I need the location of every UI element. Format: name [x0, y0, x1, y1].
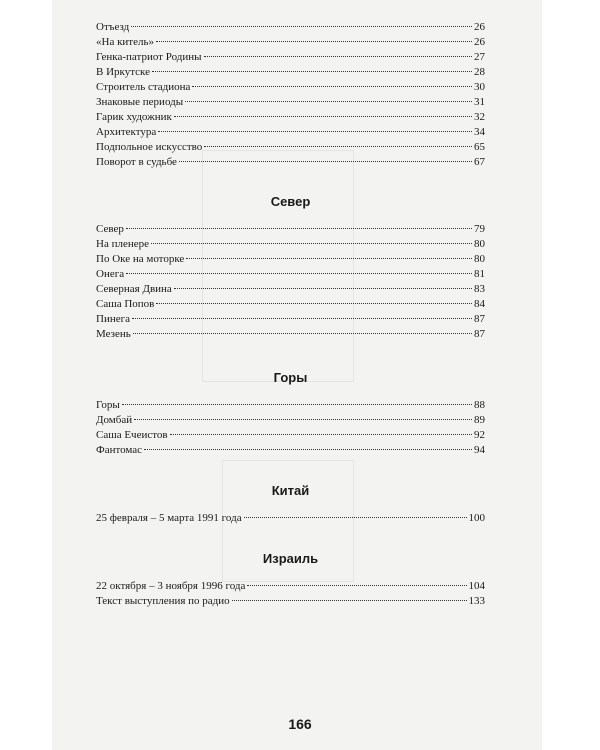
toc-list: [96, 579, 485, 609]
toc-leader-dots: [186, 258, 472, 259]
toc-leader-dots: [192, 86, 472, 87]
toc-entry-page: 83: [474, 283, 485, 295]
toc-section: [96, 368, 485, 458]
toc-entry-page: 87: [474, 313, 485, 325]
toc-leader-dots: [244, 517, 467, 518]
toc-list: [96, 398, 485, 458]
toc-leader-dots: [158, 131, 472, 132]
toc-entry-page: 133: [468, 595, 485, 607]
toc-entry-title: 25 февраля – 5 марта 1991 года: [96, 512, 242, 524]
toc-entry: [96, 252, 485, 267]
toc-leader-dots: [156, 41, 472, 42]
toc-leader-dots: [134, 419, 472, 420]
toc-entry-title: 22 октября – 3 ноября 1996 года: [96, 580, 246, 592]
toc-entry-title: Северная Двина: [96, 283, 172, 295]
toc-entry-title: Горы: [96, 399, 120, 411]
toc-entry-page: 84: [474, 298, 485, 310]
toc-entry-title: Генка-патриот Родины: [96, 51, 202, 63]
toc-section: [96, 20, 485, 170]
toc-entry: [96, 327, 485, 342]
toc-entry: [96, 35, 485, 50]
toc-section: [96, 549, 485, 609]
toc-entry-title: Саша Попов: [96, 298, 155, 310]
toc-entry: [96, 237, 485, 252]
toc-entry-page: 32: [474, 111, 485, 123]
toc-entry: [96, 511, 485, 526]
toc-entry: [96, 65, 485, 80]
toc-entry-page: 80: [474, 253, 485, 265]
toc-section: [96, 192, 485, 342]
toc-entry-title: Пинега: [96, 313, 130, 325]
toc-entry-page: 88: [474, 399, 485, 411]
toc-entry-title: Мезень: [96, 328, 131, 340]
toc-entry: [96, 413, 485, 428]
toc-leader-dots: [170, 434, 472, 435]
toc-entry-page: 30: [474, 81, 485, 93]
toc-leader-dots: [126, 273, 472, 274]
toc-entry-title: Фантомас: [96, 444, 143, 456]
section-title: Китай: [271, 483, 310, 498]
toc-entry-page: 104: [468, 580, 485, 592]
toc-list: [96, 222, 485, 342]
toc-entry: [96, 594, 485, 609]
table-of-contents: [96, 20, 485, 609]
toc-entry-title: Строитель стадиона: [96, 81, 191, 93]
toc-entry: [96, 125, 485, 140]
toc-leader-dots: [131, 26, 472, 27]
toc-entry-page: 31: [474, 96, 485, 108]
section-title: Север: [270, 194, 311, 209]
toc-entry-page: 65: [474, 141, 485, 153]
toc-leader-dots: [179, 161, 472, 162]
toc-entry-page: 27: [474, 51, 485, 63]
toc-entry: [96, 282, 485, 297]
toc-entry-page: 26: [474, 36, 485, 48]
toc-entry: [96, 222, 485, 237]
toc-leader-dots: [152, 71, 472, 72]
toc-leader-dots: [185, 101, 472, 102]
toc-entry: [96, 267, 485, 282]
toc-entry-title: «На китель»: [96, 36, 155, 48]
toc-entry: [96, 50, 485, 65]
toc-entry: [96, 297, 485, 312]
toc-entry-page: 28: [474, 66, 485, 78]
toc-entry-page: 79: [474, 223, 485, 235]
page-number: 166: [288, 716, 312, 732]
toc-leader-dots: [156, 303, 472, 304]
toc-entry-page: 94: [474, 444, 485, 456]
toc-entry-page: 89: [474, 414, 485, 426]
toc-list: [96, 20, 485, 170]
toc-leader-dots: [122, 404, 472, 405]
toc-entry-title: Текст выступления по радио: [96, 595, 230, 607]
toc-entry-page: 67: [474, 156, 485, 168]
toc-leader-dots: [144, 449, 472, 450]
toc-entry-page: 80: [474, 238, 485, 250]
toc-entry: [96, 95, 485, 110]
toc-entry-page: 26: [474, 21, 485, 33]
toc-entry: [96, 20, 485, 35]
toc-entry-title: Поворот в судьбе: [96, 156, 177, 168]
toc-entry: [96, 110, 485, 125]
toc-leader-dots: [132, 318, 472, 319]
toc-leader-dots: [151, 243, 472, 244]
toc-leader-dots: [232, 600, 467, 601]
toc-entry-title: Онега: [96, 268, 125, 280]
toc-entry: [96, 140, 485, 155]
toc-leader-dots: [126, 228, 472, 229]
toc-entry: [96, 443, 485, 458]
toc-section: [96, 481, 485, 526]
toc-entry-title: Домбай: [96, 414, 133, 426]
toc-entry: [96, 312, 485, 327]
toc-entry-title: На пленере: [96, 238, 149, 250]
toc-leader-dots: [204, 146, 472, 147]
toc-leader-dots: [247, 585, 466, 586]
toc-entry-page: 92: [474, 429, 485, 441]
toc-leader-dots: [204, 56, 472, 57]
toc-entry-page: 34: [474, 126, 485, 138]
toc-leader-dots: [174, 116, 472, 117]
section-title: Горы: [273, 370, 308, 385]
toc-entry-page: 87: [474, 328, 485, 340]
toc-entry-title: По Оке на моторке: [96, 253, 185, 265]
toc-entry: [96, 155, 485, 170]
toc-entry: [96, 579, 485, 594]
section-title: Израиль: [262, 551, 319, 566]
toc-entry: [96, 428, 485, 443]
toc-entry: [96, 80, 485, 95]
toc-leader-dots: [174, 288, 472, 289]
toc-entry-title: Саша Ечеистов: [96, 429, 168, 441]
toc-entry-title: Архитектура: [96, 126, 157, 138]
toc-entry-title: В Иркутске: [96, 66, 150, 78]
toc-entry-title: Знаковые периоды: [96, 96, 184, 108]
toc-entry-title: Подпольное искусство: [96, 141, 203, 153]
toc-entry-page: 81: [474, 268, 485, 280]
toc-entry: [96, 398, 485, 413]
toc-entry-title: Отъезд: [96, 21, 130, 33]
toc-entry-page: 100: [468, 512, 485, 524]
toc-list: [96, 511, 485, 526]
toc-entry-title: Север: [96, 223, 124, 235]
toc-entry-title: Гарик художник: [96, 111, 172, 123]
toc-leader-dots: [133, 333, 472, 334]
